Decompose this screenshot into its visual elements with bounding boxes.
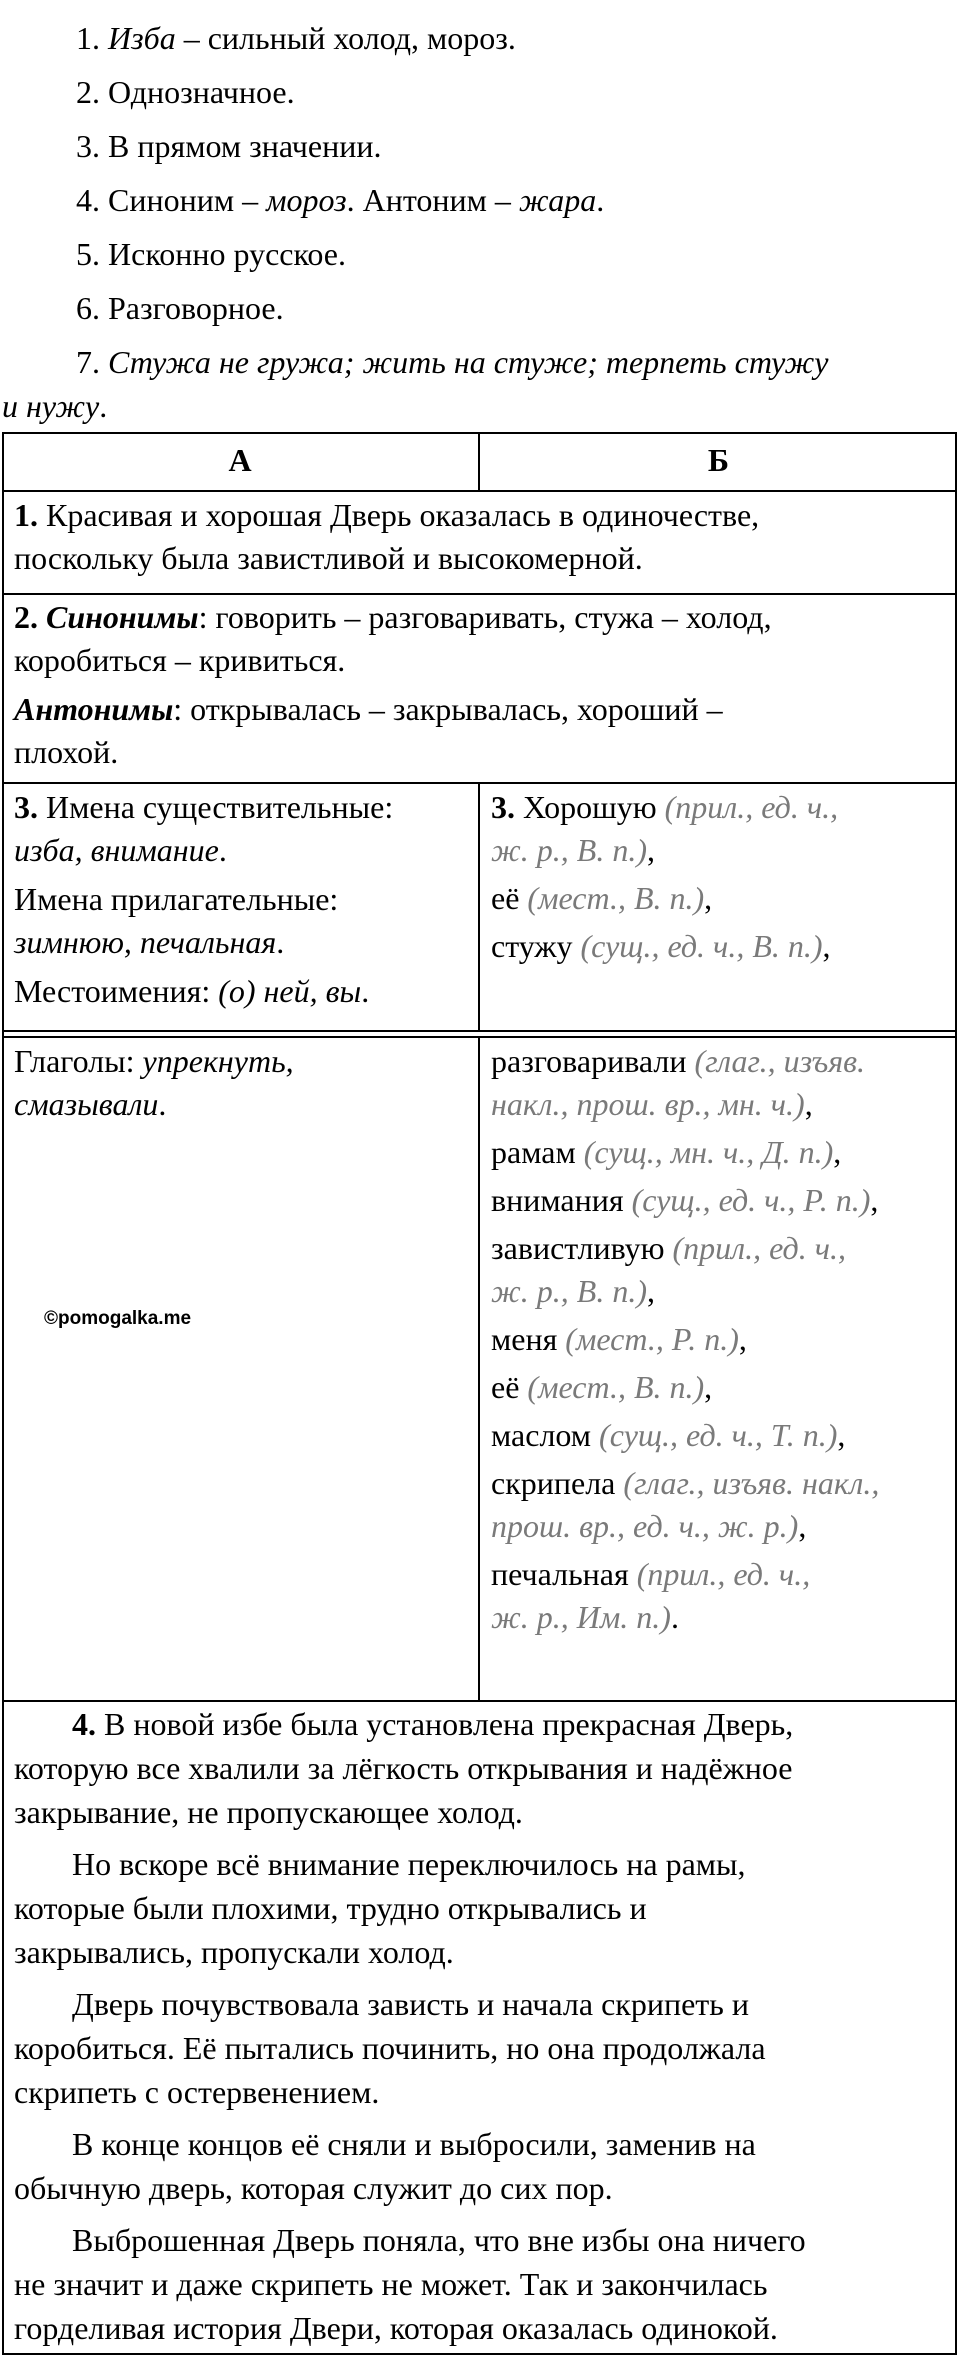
word-entry [491, 1366, 879, 1409]
grammar-note: (сущ., ед. ч., Р. п.) [631, 1182, 871, 1218]
answer-text: – сильный холод, мороз. [175, 20, 516, 56]
word-entry [491, 1179, 879, 1222]
answer-7-continuation: и нужу. [2, 388, 108, 424]
word-analysis-part-1 [491, 786, 838, 968]
word-entry-cont [491, 1270, 879, 1313]
column-divider [478, 1036, 480, 1700]
word-analysis-part-2 [491, 1040, 879, 1639]
answer-item [76, 70, 295, 114]
table-rule [2, 593, 957, 595]
retelling-line [14, 2262, 806, 2306]
retelling-text: горделивая история Двери, которая оказалась одинокой. [14, 2310, 778, 2346]
answer-number: 2. [76, 74, 100, 110]
answer-number: 3. [76, 128, 100, 164]
word-entry [491, 1227, 879, 1270]
analyzed-word: разговаривали [491, 1043, 687, 1079]
synonyms-label: Синонимы [46, 599, 199, 635]
answer-text: Синоним – [108, 182, 267, 218]
retelling-text: коробиться. Её пытались починить, но она продолжала [14, 2030, 766, 2066]
analyzed-word: завистливую [491, 1230, 665, 1266]
analyzed-word: скрипела [491, 1465, 616, 1501]
answer-item [76, 16, 516, 60]
answer-text: Однозначное. [108, 74, 295, 110]
grammar-note: (глаг., изъяв. накл., [623, 1465, 880, 1501]
retelling-text: В новой избе была установлена прекрасная Дверь, [104, 1706, 794, 1742]
answer-item [76, 232, 346, 276]
analyzed-word: маслом [491, 1417, 592, 1453]
punctuation: , [822, 928, 831, 964]
word-entry [491, 1462, 879, 1505]
table-rule [2, 1030, 957, 1032]
punctuation: , [833, 1134, 842, 1170]
retelling-line [14, 1790, 806, 1834]
answer-text: Разговорное. [108, 290, 284, 326]
grammar-note: (прил., ед. ч., [672, 1230, 846, 1266]
word-entry [491, 1131, 879, 1174]
antonyms-label: Антонимы [14, 691, 174, 727]
grammar-note: (прил., ед. ч., [636, 1556, 811, 1592]
word-entry [491, 786, 838, 829]
word-entry [491, 877, 838, 920]
grammar-note: (мест., В. п.) [527, 880, 705, 916]
retelling-line [14, 1982, 806, 2026]
punctuation: , [870, 1182, 879, 1218]
grammar-note: (сущ., ед. ч., В. п.) [580, 928, 823, 964]
retelling-line [14, 2166, 806, 2210]
word-entry [491, 1553, 879, 1596]
word-entry-cont [491, 829, 838, 872]
retelling-line [14, 1930, 806, 1974]
grammar-note: (прил., ед. ч., [664, 789, 839, 825]
answer-item [76, 340, 829, 384]
verbs-cell: Глаголы: упрекнуть, смазывали. [14, 1043, 294, 1122]
retelling-text: не значит и даже скрипеть не может. Так и закончилась [14, 2266, 768, 2302]
watermark: ©pomogalka.me [44, 1308, 192, 1329]
word-entry [491, 1414, 879, 1457]
answer-item [76, 124, 381, 168]
punctuation: , [837, 1417, 846, 1453]
retelling-line [14, 1842, 806, 1886]
punctuation: , [646, 832, 655, 868]
section-number: 4. [72, 1706, 96, 1742]
section-number: 3. [491, 789, 515, 825]
retelling-text: закрывание, не пропускающее холод. [14, 1794, 523, 1830]
section-1: 1. Красивая и хорошая Дверь оказалась в одиночестве, поскольку была завистливой и высокомерной. [14, 497, 760, 576]
answer-text: Стужа не гружа; жить на стуже; терпеть стужу [108, 344, 829, 380]
answer-number: 1. [76, 20, 100, 56]
retelling-text: Но вскоре всё внимание переключилось на рамы, [72, 1846, 746, 1882]
answer-text: мороз [266, 182, 347, 218]
punctuation: . [670, 1599, 679, 1635]
column-divider [478, 782, 480, 1030]
retelling-line [14, 1886, 806, 1930]
answer-number: 6. [76, 290, 100, 326]
punctuation: , [704, 880, 713, 916]
punctuation: , [738, 1321, 747, 1357]
section-2: 2. Синонимы: говорить – разговаривать, стужа – холод, коробиться – кривиться. Антонимы: открывалась – закрывалась, хороший – плохой. [14, 599, 772, 770]
retelling-text: В конце концов её сняли и выбросили, заменив на [72, 2126, 756, 2162]
answer-item [76, 286, 284, 330]
grammar-note: (сущ., ед. ч., Т. п.) [599, 1417, 838, 1453]
retelling-line [14, 1746, 806, 1790]
punctuation: , [798, 1508, 807, 1544]
word-entry-cont [491, 1596, 879, 1639]
retelling-line [14, 1702, 806, 1746]
retelling-line [14, 2122, 806, 2166]
answer-text: В прямом значении. [108, 128, 382, 164]
retelling-line [14, 2070, 806, 2114]
retelling-text: Дверь почувствовала зависть и начала скрипеть и [72, 1986, 749, 2022]
table-rule [2, 490, 957, 492]
answer-text: Изба [108, 20, 176, 56]
answer-item [76, 178, 604, 222]
retelling-text: которые были плохими, трудно открывались и [14, 1890, 647, 1926]
grammar-note: (глаг., изъяв. [694, 1043, 866, 1079]
retelling-text: закрывались, пропускали холод. [14, 1934, 454, 1970]
grammar-note: ж. р., В. п.) [491, 1273, 647, 1309]
answer-text: жара [518, 182, 597, 218]
analyzed-word: печальная [491, 1556, 629, 1592]
retelling-line [14, 2218, 806, 2262]
answer-number: 4. [76, 182, 100, 218]
word-entry-cont [491, 1505, 879, 1548]
column-header-b: Б [707, 442, 730, 478]
answer-text: . Антоним – [346, 182, 519, 218]
punctuation: , [704, 1369, 713, 1405]
grammar-note: накл., прош. вр., мн. ч.) [491, 1086, 805, 1122]
analyzed-word: её [491, 880, 520, 916]
column-header-a: А [228, 442, 252, 478]
word-entry-cont [491, 1083, 879, 1126]
word-entry [491, 925, 838, 968]
answer-number: 5. [76, 236, 100, 272]
grammar-note: ж. р., В. п.) [491, 832, 647, 868]
retelling-text: Выброшенная Дверь поняла, что вне избы она ничего [72, 2222, 806, 2258]
retelling-text: обычную дверь, которая служит до сих пор. [14, 2170, 613, 2206]
grammar-note: (мест., В. п.) [527, 1369, 705, 1405]
answer-text: . [596, 182, 605, 218]
analyzed-word: её [491, 1369, 520, 1405]
grammar-note: (мест., Р. п.) [565, 1321, 739, 1357]
analyzed-word: стужу [491, 928, 573, 964]
retelling-line [14, 2306, 806, 2350]
section-3-parts-of-speech: 3. Имена существительные: изба, внимание. Имена прилагательные: зимнюю, печальная. Местоимения: (о) ней, вы. [14, 789, 394, 1009]
word-entry [491, 1040, 879, 1083]
grammar-note: прош. вр., ед. ч., ж. р.) [491, 1508, 799, 1544]
analyzed-word: Хорошую [523, 789, 657, 825]
answer-text: Исконно русское. [108, 236, 346, 272]
punctuation: , [804, 1086, 813, 1122]
grammar-note: (сущ., мн. ч., Д. п.) [583, 1134, 834, 1170]
retelling-text: которую все хвалили за лёгкость открывания и надёжное [14, 1750, 793, 1786]
word-entry [491, 1318, 879, 1361]
retelling-line [14, 2026, 806, 2070]
grammar-note: ж. р., Им. п.) [491, 1599, 671, 1635]
section-4-retelling [14, 1702, 806, 2350]
analyzed-word: внимания [491, 1182, 624, 1218]
retelling-text: скрипеть с остервенением. [14, 2074, 380, 2110]
answer-number: 7. [76, 344, 100, 380]
analyzed-word: меня [491, 1321, 558, 1357]
analyzed-word: рамам [491, 1134, 576, 1170]
punctuation: , [646, 1273, 655, 1309]
